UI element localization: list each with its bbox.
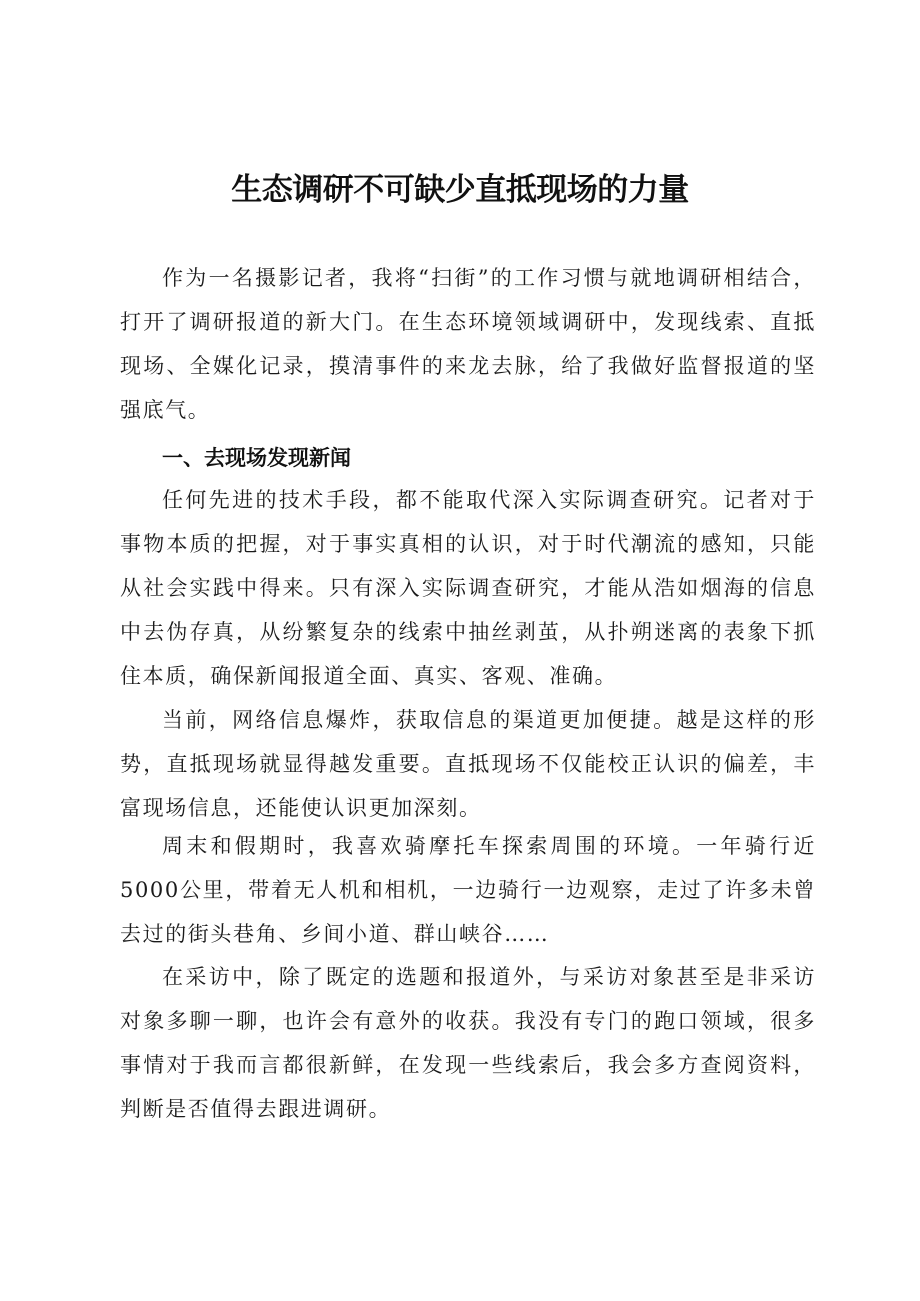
section-heading: 一、去现场发现新闻: [162, 446, 351, 470]
body-paragraph-4: 在采访中，除了既定的选题和报道外，与采访对象甚至是非采访对象多聊一聊，也许会有意外的收获。我没有专门的跑口领域，很多事情对于我而言都很新鲜，在发现一些线索后，我会多方查阅资料，判断是否值得去跟进调研。: [120, 965, 816, 1121]
body-paragraph-2: 当前，网络信息爆炸，获取信息的渠道更加便捷。越是这样的形势，直抵现场就显得越发重要。直抵现场不仅能校正认识的偏差，丰富现场信息，还能使认识更加深刻。: [120, 708, 816, 820]
page-title: 生态调研不可缺少直抵现场的力量: [231, 172, 689, 208]
intro-paragraph: 作为一名摄影记者，我将“扫街”的工作习惯与就地调研相结合，打开了调研报道的新大门。在生态环境领域调研中，发现线索、直抵现场、全媒化记录，摸清事件的来龙去脉，给了我做好监督报道的坚强底气。: [120, 266, 816, 422]
body-paragraph-1: 任何先进的技术手段，都不能取代深入实际调查研究。记者对于事物本质的把握，对于事实真相的认识，对于时代潮流的感知，只能从社会实践中得来。只有深入实际调查研究，才能从浩如烟海的信息中去伪存真，从纷繁复杂的线索中抽丝剥茧，从扑朔迷离的表象下抓住本质，确保新闻报道全面、真实、客观、准确。: [120, 488, 816, 688]
body-paragraph-3: 周末和假期时，我喜欢骑摩托车探索周围的环境。一年骑行近5000公里，带着无人机和相机，一边骑行一边观察，走过了许多未曾去过的街头巷角、乡间小道、群山峡谷……: [120, 834, 816, 946]
